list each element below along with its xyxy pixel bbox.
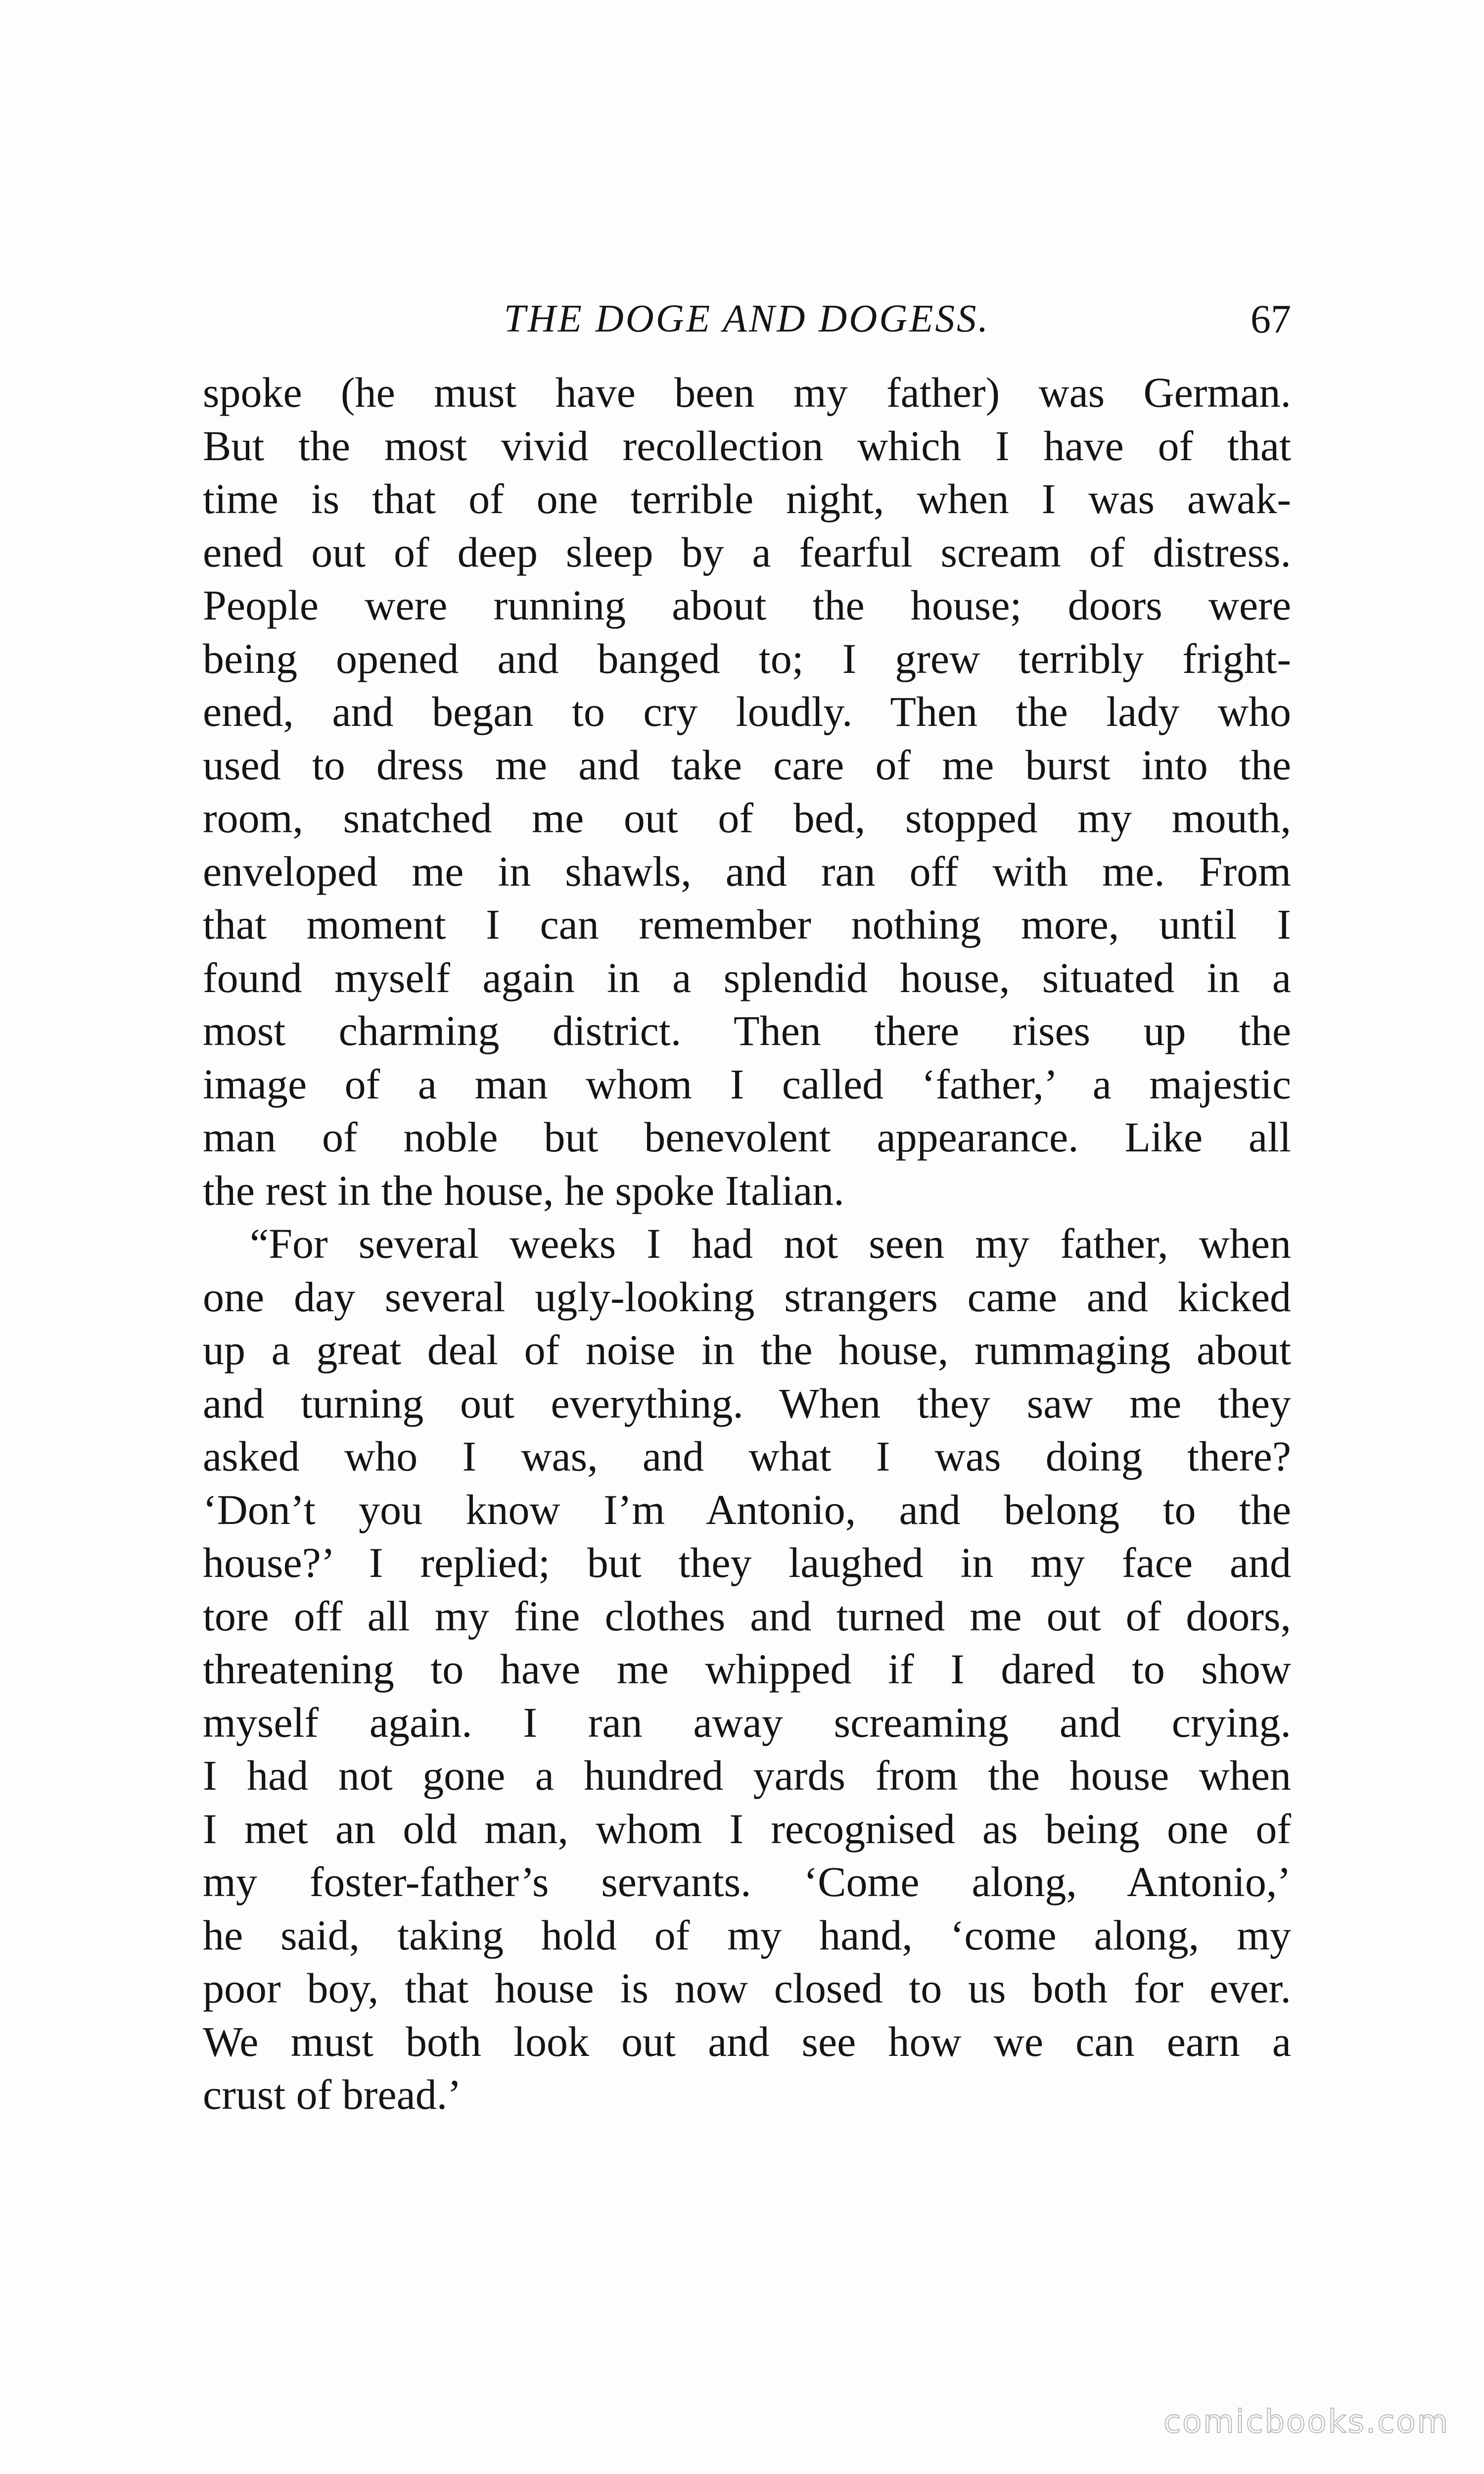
text-line: asked who I was, and what I was doing there?: [203, 1432, 1291, 1480]
page-number: 67: [1251, 296, 1291, 341]
text-line: room, snatched me out of bed, stopped my mouth,: [203, 794, 1291, 842]
text-line: We must both look out and see how we can earn a: [203, 2017, 1291, 2065]
running-head: [203, 292, 1291, 346]
text-line: ‘Don’t you know I’m Antonio, and belong to the: [203, 1485, 1291, 1533]
text-line: time is that of one terrible night, when I was awak-: [203, 475, 1291, 523]
body-text: [203, 366, 1291, 2122]
text-line: used to dress me and take care of me burst into the: [203, 741, 1291, 789]
text-line: threatening to have me whipped if I dared to show: [203, 1645, 1291, 1693]
text-line: image of a man whom I called ‘father,’ a majestic: [203, 1060, 1291, 1108]
text-line: tore off all my fine clothes and turned me out of doors,: [203, 1592, 1291, 1640]
paragraph-1: [203, 366, 1291, 1217]
text-line: People were running about the house; doors were: [203, 581, 1291, 629]
watermark: comicbooks.com: [1163, 2404, 1449, 2440]
text-line: found myself again in a splendid house, situated in a: [203, 953, 1291, 1001]
text-line: up a great deal of noise in the house, rummaging about: [203, 1326, 1291, 1374]
text-line: being opened and banged to; I grew terribly fright-: [203, 634, 1291, 682]
text-line: one day several ugly-looking strangers came and kicked: [203, 1273, 1291, 1321]
text-line: I had not gone a hundred yards from the house when: [203, 1752, 1291, 1799]
text-line: spoke (he must have been my father) was German.: [203, 369, 1291, 416]
text-line: most charming district. Then there rises up the: [203, 1007, 1291, 1054]
text-line: ened, and began to cry loudly. Then the lady who: [203, 688, 1291, 735]
running-title: THE DOGE AND DOGESS.: [504, 297, 990, 340]
text-line: my foster-father’s servants. ‘Come along, Antonio,’: [203, 1858, 1291, 1905]
text-line: house?’ I replied; but they laughed in my face and: [203, 1539, 1291, 1586]
text-line: that moment I can remember nothing more, until I: [203, 901, 1291, 948]
text-line: I met an old man, whom I recognised as being one of: [203, 1805, 1291, 1853]
text-line: he said, taking hold of my hand, ‘come along, my: [203, 1911, 1291, 1959]
text-line: the rest in the house, he spoke Italian.: [203, 1166, 844, 1214]
text-line: poor boy, that house is now closed to us both for ever.: [203, 1964, 1291, 2012]
text-line: crust of bread.’: [203, 2071, 462, 2118]
text-line: and turning out everything. When they saw me they: [203, 1379, 1291, 1427]
paragraph-2: [203, 1217, 1291, 2122]
text-line: man of noble but benevolent appearance. Like all: [203, 1113, 1291, 1161]
text-line: “For several weeks I had not seen my father, when: [250, 1220, 1291, 1267]
text-line: myself again. I ran away screaming and crying.: [203, 1698, 1291, 1746]
text-line: ened out of deep sleep by a fearful scream of distress.: [203, 528, 1291, 576]
text-line: enveloped me in shawls, and ran off with me. From: [203, 847, 1291, 895]
text-line: But the most vivid recollection which I have of that: [203, 422, 1291, 470]
